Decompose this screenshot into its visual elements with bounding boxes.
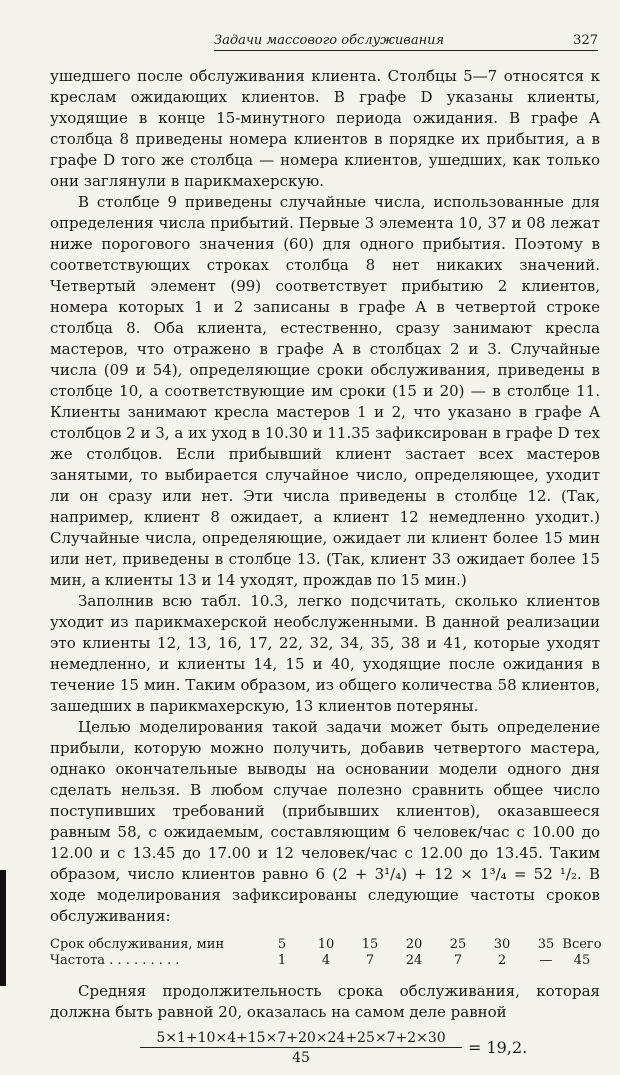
table-cell: 15 [361,937,379,952]
running-title: Задачи массового обслуживания [214,33,445,48]
table-label-frequency: Частота . . . . . . . . . [50,953,180,968]
table-row-frequencies [50,953,600,969]
page-edge-shadow [0,870,6,986]
table-cell: 4 [321,953,331,968]
table-cell: 20 [405,937,423,952]
formula-denominator: 45 [292,1050,310,1066]
table-cell: 2 [497,953,507,968]
table-cell: 30 [493,937,511,952]
table-row-durations [50,937,600,953]
table-cell: 25 [449,937,467,952]
page-body [50,66,600,1075]
table-cell: 10 [317,937,335,952]
mean-duration-formula [50,1023,600,1075]
frequency-table [50,937,600,969]
formula-result: = 19,2. [468,1038,528,1057]
paragraph-1: ушедшего после обслуживания клиента. Столбцы 5—7 относятся к креслам ожидающих клиентов. В графе D указаны клиенты, уходящие в конце 15-минутного периода ожидания. В графе A столбца 8 приведены номера клиентов в порядке их прибытия, а в графе D того же столбца — номера клиентов, ушедших, как только они заглянули в парикмахерскую. [50,67,600,190]
paragraph-2: В столбце 9 приведены случайные числа, использованные для определения числа прибытий. Первые 3 элемента 10, 37 и 08 лежат ниже порогового значения (60) для одного прибытия. Поэтому в соответствующих строках столбца 8 нет никаких значений. Четвертый элемент (99) соответствует прибытию 2 клиентов, номера которых 1 и 2 записаны в графе A в четвертой строке столбца 8. Оба клиента, естественно, сразу занимают кресла мастеров, что отражено в графе A в столбцах 2 и 3. Случайные числа (09 и 54), определяющие сроки обслуживания, приведены в столбце 10, а соответствующие им сроки (15 и 20) — в столбце 11. Клиенты занимают кресла мастеров 1 и 2, что указано в графе A столбцов 2 и 3, а их уход в 10.30 и 11.35 зафиксирован в графе D тех же столбцов. Если прибывший клиент застает всех мастеров занятыми, то выбирается случайное число, определяющее, уходит ли он сразу или нет. Эти числа приведены в столбце 12. (Так, например, клиент 8 ожидает, а клиент 12 немедленно уходит.) Случайные числа, определяющие, ожидает ли клиент более 15 мин или нет, приведены в столбце 13. (Так, клиент 33 ожидает более 15 мин, а клиенты 13 и 14 уходят, прождав по 15 мин.) [50,193,600,589]
table-cell: 7 [453,953,463,968]
table-cell: — [539,953,553,968]
table-cell: 5 [277,937,287,952]
paragraph-3: Заполнив всю табл. 10.3, легко подсчитать, сколько клиентов уходит из парикмахерской необслуженными. В данной реализации это клиенты 12, 13, 16, 17, 22, 32, 34, 35, 38 и 41, которые уходят немедленно, и клиенты 14, 15 и 40, уходящие после ожидания в течение 15 мин. Таким образом, из общего количества 58 клиентов, зашедших в парикмахерскую, 13 клиентов потеряны. [50,592,600,715]
table-cell-total: Всего [562,937,602,952]
page-number: 327 [573,33,598,48]
table-label-duration: Срок обслуживания, мин [50,937,225,952]
table-cell: 35 [537,937,555,952]
table-cell: 24 [405,953,423,968]
paragraph-5: Средняя продолжительность срока обслуживания, которая должна быть равной 20, оказалась на самом деле равной [50,982,600,1021]
table-cell-total: 45 [573,953,591,968]
formula-numerator: 5×1+10×4+15×7+20×24+25×7+2×30 [140,1029,462,1048]
page-header [214,32,598,51]
table-cell: 7 [365,953,375,968]
table-cell: 1 [277,953,287,968]
paragraph-4: Целью моделирования такой задачи может быть определение прибыли, которую можно получить, добавив четвертого мастера, однако окончательные выводы на основании модели одного дня сделать нельзя. В любом случае полезно сравнить общее число поступивших требований (прибывших клиентов), оказавшееся равным 58, с ожидаемым, составляющим 6 человек/час с 10.00 до 12.00 и с 13.45 до 17.00 и 12 человек/час с 12.00 до 13.45. Таким образом, число клиентов равно 6 (2 + 3¹/₄) + 12 × 1³/₄ = 52 ¹/₂. В ходе моделирования зафиксированы следующие частоты сроков обслуживания: [50,718,600,925]
